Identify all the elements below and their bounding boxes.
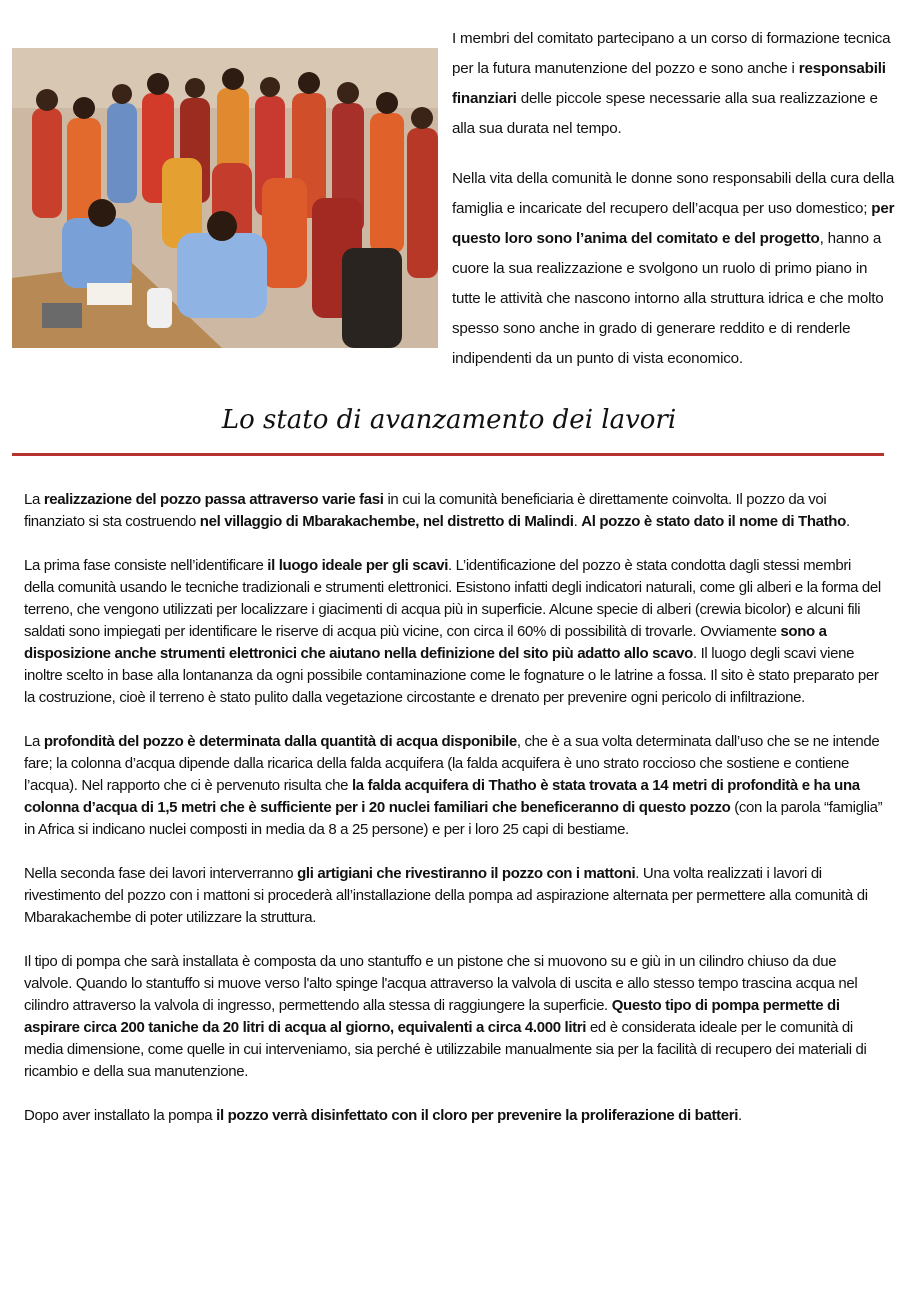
text-run: , hanno a cuore la sua realizzazione e svolgono un ruolo di primo piano in tutte le attività che nascono intorno alla struttura idrica e che molto spesso sono anche in grado di generare reddito e di renderle indipendenti da un punto di vista economico.: [452, 230, 884, 367]
text-run: . L’identificazione del pozzo è stata condotta dagli stessi membri della comunità usando le tecniche tradizionali e strumenti elettronici. Esistono infatti degli indicatori naturali, come gli alberi e la forma del terreno, che vengono utilizzati per localizzare i giacimenti di acqua più in superficie. Alcune specie di alberi (crewia bicolor) e alcuni fili saldati sono impiegati per identificare le riserve di acqua più vicine, con circa il 60% di possibilità di trovarle. Ovviamente: [24, 557, 881, 640]
text-run: .: [738, 1107, 742, 1124]
text-run: (con la parola “famiglia” in Africa si indicano nuclei composti in media da 8 a 25 persone) e per i loro 25 capi di bestiame.: [24, 799, 883, 838]
bold-text: nel villaggio di Mbarakachembe, nel distretto di Malindi: [199, 513, 574, 530]
text-run: delle piccole spese necessarie alla sua realizzazione e alla sua durata nel tempo.: [452, 90, 878, 137]
text-run: Nella seconda fase dei lavori interverranno: [24, 865, 298, 882]
body-text: [24, 489, 884, 1149]
community-meeting-photo: [12, 48, 438, 348]
text-run: . Il luogo degli scavi viene inoltre scelto in base alla lontananza da ogni possibile contaminazione come le fognature o le latrine a fossa. Il sito è stato preparato per la costruzione, cioè il terreno è stato pulito dalla vegetazione circostante e drenato per prevenire ogni pericolo di infiltrazione.: [24, 645, 879, 706]
body-paragraph: [24, 489, 884, 533]
body-paragraph: [24, 863, 884, 929]
bold-text: gli artigiani che rivestiranno il pozzo con i mattoni: [297, 865, 636, 882]
section-divider: [12, 453, 884, 456]
bold-text: la falda acquifera di Thatho è stata trovata a 14 metri di profondità e ha una colonna d’acqua di 1,5 metri che è sufficiente per i 20 nuclei familiari che beneficeranno di questo pozzo: [24, 777, 860, 816]
bold-text: il luogo ideale per gli scavi: [267, 557, 449, 574]
text-run: I membri del comitato partecipano a un corso di formazione tecnica per la futura manutenzione del pozzo e sono anche i: [452, 30, 891, 77]
bold-text: Al pozzo è stato dato il nome di Thatho: [581, 513, 846, 530]
text-run: La: [24, 733, 44, 750]
bold-text: responsabili finanziari: [452, 60, 886, 107]
text-run: , che è a sua volta determinata dall’uso che se ne intende fare; la colonna d’acqua dipende dalla ricarica della falda acquifera (la falda acquifera è uno strato roccioso che sostiene e contiene l’acqua). Nel rapporto che ci è pervenuto risulta che: [24, 733, 880, 794]
text-run: La prima fase consiste nell’identificare: [24, 557, 268, 574]
bold-text: il pozzo verrà disinfettato con il cloro per prevenire la proliferazione di batteri: [216, 1107, 739, 1124]
bold-text: Questo tipo di pompa permette di aspirare circa 200 taniche da 20 litri di acqua al giorno, equivalenti a circa 4.000 litri: [24, 997, 840, 1036]
bold-text: sono a disposizione anche strumenti elettronici che aiutano nella definizione del sito più adatto allo scavo: [24, 623, 827, 662]
text-run: Il tipo di pompa che sarà installata è composta da uno stantuffo e un pistone che si muovono su e giù in un cilindro chiuso da due valvole. Quando lo stantuffo si muove verso l'alto spinge l'acqua attraverso la valvola di uscita e allo stesso tempo trascina acqua nel cilindro attraverso la valvola di ingresso, permettendo alla stessa di raggiungere la superficie.: [24, 953, 858, 1014]
intro-text: [452, 24, 898, 394]
text-run: Dopo aver installato la pompa: [24, 1107, 217, 1124]
text-run: ed è considerata ideale per le comunità di media dimensione, come quelle in cui interveniamo, sia perché è utilizzabile manualmente sia per la facilità di recupero dei materiali di ricambio e della sua manutenzione.: [24, 1019, 867, 1080]
text-run: . Una volta realizzati i lavori di rivestimento del pozzo con i mattoni si procederà all’installazione della pompa ad aspirazione alternata per permettere alla comunità di Mbarakachembe di poter utilizzare la struttura.: [24, 865, 868, 926]
bold-text: realizzazione del pozzo passa attraverso varie fasi: [43, 491, 384, 508]
section-title: Lo stato di avanzamento dei lavori: [221, 405, 677, 435]
text-run: .: [845, 513, 850, 530]
text-run: Nella vita della comunità le donne sono responsabili della cura della famiglia e incaricate del recupero dell’acqua per uso domestico;: [452, 170, 895, 217]
bold-text: profondità del pozzo è determinata dalla quantità di acqua disponibile: [43, 733, 517, 750]
bold-text: per questo loro sono l’anima del comitato e del progetto: [452, 200, 895, 247]
body-paragraph: [24, 1105, 884, 1127]
text-run: La: [24, 491, 44, 508]
body-paragraph: [24, 555, 884, 709]
intro-paragraph: [452, 164, 898, 374]
body-paragraph: [24, 951, 884, 1083]
text-run: .: [573, 513, 582, 530]
text-run: in cui la comunità beneficiaria è direttamente coinvolta. Il pozzo da voi finanziato si sta costruendo: [24, 491, 827, 530]
body-paragraph: [24, 731, 884, 841]
intro-paragraph: [452, 24, 898, 144]
